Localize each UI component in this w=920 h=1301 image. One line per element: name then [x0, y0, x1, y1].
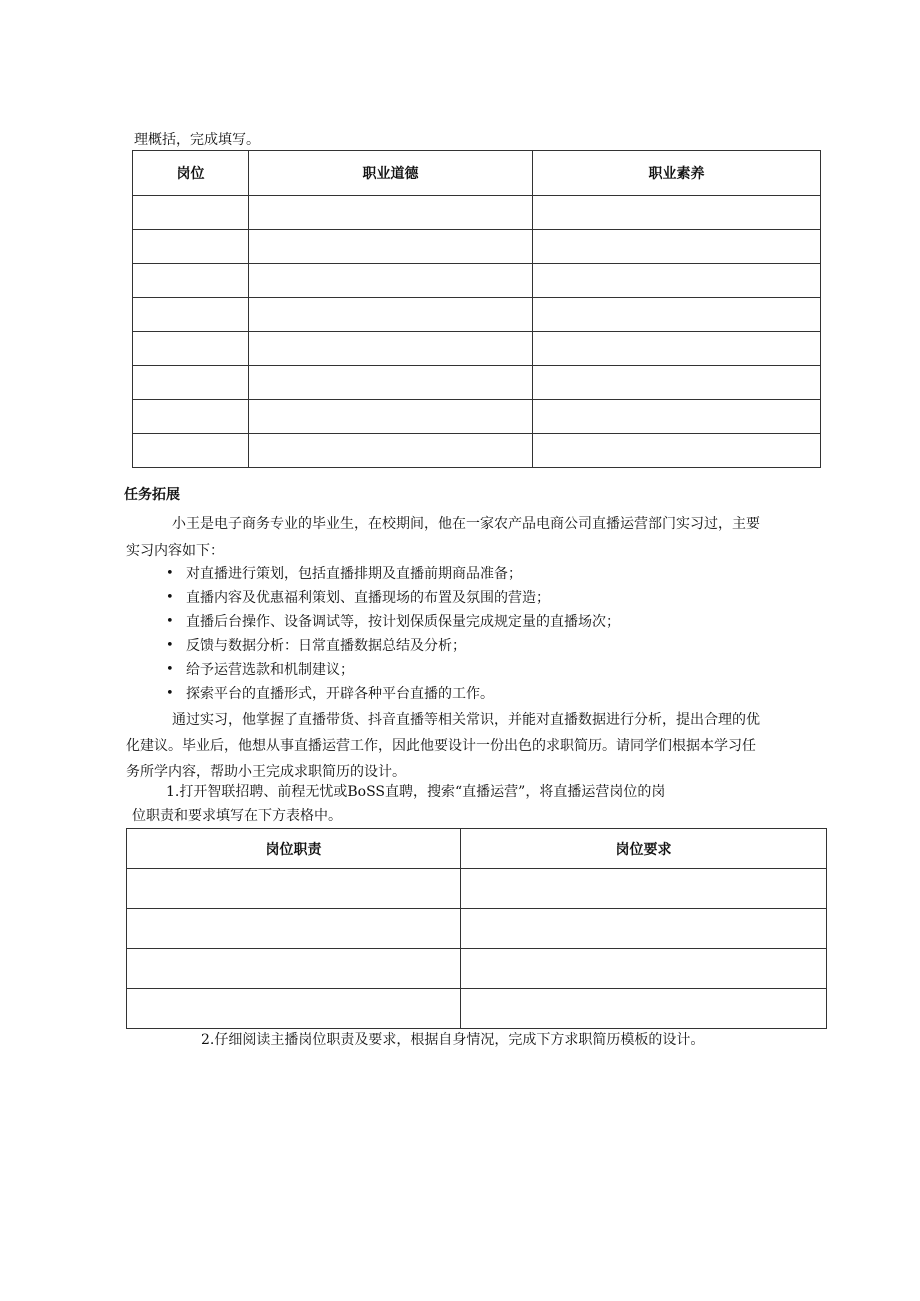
table-cell[interactable] [133, 332, 249, 366]
table-cell[interactable] [133, 264, 249, 298]
list-item-text: 给予运营选款和机制建议； [186, 662, 354, 678]
table-cell[interactable] [533, 400, 821, 434]
table-cell[interactable] [133, 366, 249, 400]
table-cell[interactable] [249, 332, 533, 366]
table-cell[interactable] [249, 400, 533, 434]
list-item [166, 682, 620, 706]
table-cell[interactable] [249, 366, 533, 400]
table-row [133, 332, 821, 366]
bullet-icon: • [166, 614, 174, 629]
job-table-header-duties: 岗位职责 [127, 829, 461, 869]
ethics-table [132, 150, 821, 468]
table-cell[interactable] [533, 366, 821, 400]
section-title: 任务拓展 [124, 487, 180, 503]
table-row [133, 400, 821, 434]
table-cell[interactable] [249, 434, 533, 468]
task1-line1: 1.打开智联招聘、前程无忧或BoSS直聘，搜索“直播运营”，将直播运营岗位的岗 [166, 784, 666, 800]
list-item [166, 658, 620, 682]
table-row [133, 264, 821, 298]
list-item [166, 634, 620, 658]
table-cell[interactable] [127, 989, 461, 1029]
task2-line: 2.仔细阅读主播岗位职责及要求，根据自身情况，完成下方求职简历模板的设计。 [201, 1032, 705, 1048]
table-row [133, 196, 821, 230]
list-item-text: 直播内容及优惠福利策划、直播现场的布置及氛围的营造； [186, 590, 550, 606]
table-row [127, 909, 827, 949]
paragraph1-line2: 实习内容如下： [126, 543, 224, 559]
table-cell[interactable] [533, 298, 821, 332]
table-row [127, 869, 827, 909]
table-cell[interactable] [249, 264, 533, 298]
table-cell[interactable] [133, 230, 249, 264]
ethics-table-header-quality: 职业素养 [533, 151, 821, 196]
task1-line2: 位职责和要求填写在下方表格中。 [132, 808, 342, 824]
table-cell[interactable] [249, 196, 533, 230]
bullet-icon: • [166, 590, 174, 605]
job-table [126, 828, 827, 1029]
table-cell[interactable] [461, 869, 827, 909]
paragraph1-line1: 小王是电子商务专业的毕业生，在校期间，他在一家农产品电商公司直播运营部门实习过，主要 [172, 516, 760, 532]
list-item [166, 610, 620, 634]
ethics-table-header-ethics: 职业道德 [249, 151, 533, 196]
table-cell[interactable] [249, 298, 533, 332]
table-cell[interactable] [461, 909, 827, 949]
table-cell[interactable] [533, 434, 821, 468]
table-cell[interactable] [533, 332, 821, 366]
paragraph2-line2: 化建议。毕业后，他想从事直播运营工作，因此他要设计一份出色的求职简历。请同学们根据本学习任 [126, 738, 756, 754]
bullet-icon: • [166, 662, 174, 677]
ethics-table-header-position: 岗位 [133, 151, 249, 196]
table-cell[interactable] [533, 230, 821, 264]
list-item-text: 探索平台的直播形式，开辟各种平台直播的工作。 [186, 686, 494, 702]
table-cell[interactable] [127, 909, 461, 949]
job-table-header-requirements: 岗位要求 [461, 829, 827, 869]
bullet-list [166, 562, 620, 706]
table-cell[interactable] [249, 230, 533, 264]
table-row [133, 298, 821, 332]
table-cell[interactable] [133, 298, 249, 332]
list-item [166, 586, 620, 610]
table-cell[interactable] [127, 949, 461, 989]
list-item-text: 反馈与数据分析：日常直播数据总结及分析； [186, 638, 466, 654]
table-row [133, 230, 821, 264]
bullet-icon: • [166, 638, 174, 653]
bullet-icon: • [166, 686, 174, 701]
table-row [127, 989, 827, 1029]
job-table-body [127, 869, 827, 1029]
table-cell[interactable] [133, 400, 249, 434]
table-row [133, 366, 821, 400]
table-row [133, 434, 821, 468]
table-cell[interactable] [133, 434, 249, 468]
list-item-text: 对直播进行策划，包括直播排期及直播前期商品准备； [186, 566, 522, 582]
bullet-icon: • [166, 566, 174, 581]
table-cell[interactable] [461, 949, 827, 989]
paragraph2-line3: 务所学内容，帮助小王完成求职简历的设计。 [126, 764, 406, 780]
ethics-table-body [133, 196, 821, 468]
intro-line: 理概括，完成填写。 [134, 132, 260, 148]
paragraph2-line1: 通过实习，他掌握了直播带货、抖音直播等相关常识，并能对直播数据进行分析，提出合理的优 [172, 712, 760, 728]
table-cell[interactable] [533, 196, 821, 230]
table-cell[interactable] [461, 989, 827, 1029]
list-item-text: 直播后台操作、设备调试等，按计划保质保量完成规定量的直播场次； [186, 614, 620, 630]
list-item [166, 562, 620, 586]
table-cell[interactable] [133, 196, 249, 230]
table-cell[interactable] [533, 264, 821, 298]
table-cell[interactable] [127, 869, 461, 909]
table-row [127, 949, 827, 989]
